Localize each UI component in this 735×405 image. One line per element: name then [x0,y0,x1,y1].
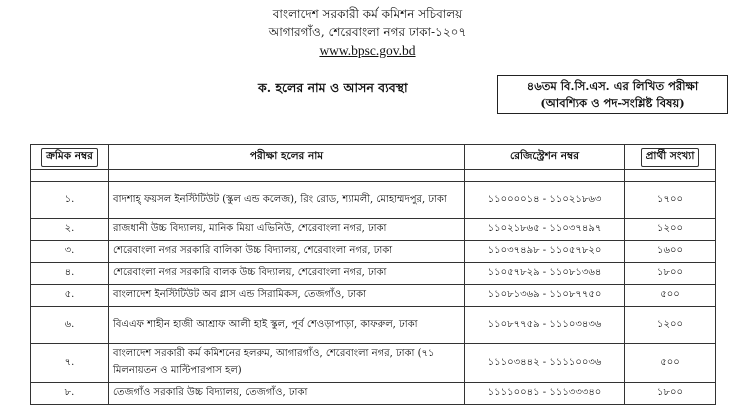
spacer-row [31,170,716,182]
hall-cell: বাংলাদেশ সরকারী কর্ম কমিশনের হলরুম, আগারগাঁও, শেরেবাংলা নগর, ঢাকা (৭১ মিলনায়তন ও মাল্টিপারপাস হল) [109,344,465,383]
serial-cell: ৬. [31,307,109,344]
header-serial: ক্রমিক নম্বর [31,145,109,170]
commission-secretariat-name: বাংলাদেশ সরকারী কর্ম কমিশন সচিবালয় [272,7,463,21]
registration-cell: ১১১০৩৪৪২ - ১১১১০০৩৬ [465,344,625,383]
count-cell: ৫০০ [625,344,716,383]
serial-cell: ৪. [31,263,109,285]
hall-cell: তেজগাঁও সরকারি উচ্চ বিদ্যালয়, তেজগাঁও, ঢাকা [109,383,465,405]
exam-info-box [497,75,728,114]
registration-cell: ১১০০০০১৪ - ১১০২১৮৬৩ [465,182,625,219]
serial-cell: ২. [31,219,109,241]
serial-cell: ১. [31,182,109,219]
hall-cell: রাজধানী উচ্চ বিদ্যালয়, মানিক মিয়া এভিনিউ, শেরেবাংলা নগর, ঢাকা [109,219,465,241]
count-cell: ১৬০০ [625,241,716,263]
website-link[interactable]: www.bpsc.gov.bd [319,43,416,58]
count-cell: ৫০০ [625,285,716,307]
hall-cell: শেরেবাংলা নগর সরকারি বালিকা উচ্চ বিদ্যালয়, শেরেবাংলা নগর, ঢাকা [109,241,465,263]
count-cell: ১৭০০ [625,182,716,219]
registration-cell: ১১০৮৭৭৫৯ - ১১১০৩৪৩৬ [465,307,625,344]
table-header-row [31,145,716,170]
registration-cell: ১১০২১৮৬৫ - ১১০৩৭৪৯৭ [465,219,625,241]
hall-cell: বাংলাদেশ ইনস্টিটিউট অব গ্লাস এন্ড সিরামিকস, তেজগাঁও, ঢাকা [109,285,465,307]
table-row [31,182,716,219]
table-row [31,263,716,285]
section-title: ক. হলের নাম ও আসন ব্যবস্থা [258,80,408,95]
commission-address: আগারগাঁও, শেরেবাংলা নগর ঢাকা-১২০৭ [268,25,467,39]
table-row [31,219,716,241]
registration-cell: ১১০৩৭৪৯৮ - ১১০৫৭৮২০ [465,241,625,263]
registration-cell: ১১১১০০৪১ - ১১১৩৩৩৪০ [465,383,625,405]
count-cell: ১২০০ [625,307,716,344]
hall-cell: বিএএফ শাহীন হাজী আশ্রাফ আলী হাই স্কুল, পূর্ব শেওড়াপাড়া, কাফরুল, ঢাকা [109,307,465,344]
hall-cell: শেরেবাংলা নগর সরকারি বালক উচ্চ বিদ্যালয়, শেরেবাংলা নগর, ঢাকা [109,263,465,285]
header-hall-name: পরীক্ষা হলের নাম [109,145,465,170]
table-row [31,307,716,344]
serial-cell: ৮. [31,383,109,405]
exam-subtitle: (আবশ্যিক ও পদ-সংশ্লিষ্ট বিষয়) [540,96,685,110]
count-cell: ১৮০০ [625,263,716,285]
count-cell: ১২০০ [625,219,716,241]
count-cell: ১৮০০ [625,383,716,405]
header-registration: রেজিস্ট্রেশন নম্বর [465,145,625,170]
table-row [31,241,716,263]
registration-cell: ১১০৫৭৮২৯ - ১১০৮১৩৬৪ [465,263,625,285]
exam-hall-table [30,144,716,405]
serial-cell: ৩. [31,241,109,263]
table-row [31,383,716,405]
exam-title: ৪৬তম বি.সি.এস. এর লিখিত পরীক্ষা [526,79,699,93]
header-candidate-count: প্রার্থী সংখ্যা [625,145,716,170]
registration-cell: ১১০৮১৩৬৯ - ১১০৮৭৭৫০ [465,285,625,307]
serial-cell: ৫. [31,285,109,307]
table-row [31,344,716,383]
serial-cell: ৭. [31,344,109,383]
table-row [31,285,716,307]
hall-cell: বাদশাহ্ ফয়সল ইনস্টিটিউট (স্কুল এন্ড কলেজ), রিং রোড, শ্যামলী, মোহাম্মদপুর, ঢাকা [109,182,465,219]
